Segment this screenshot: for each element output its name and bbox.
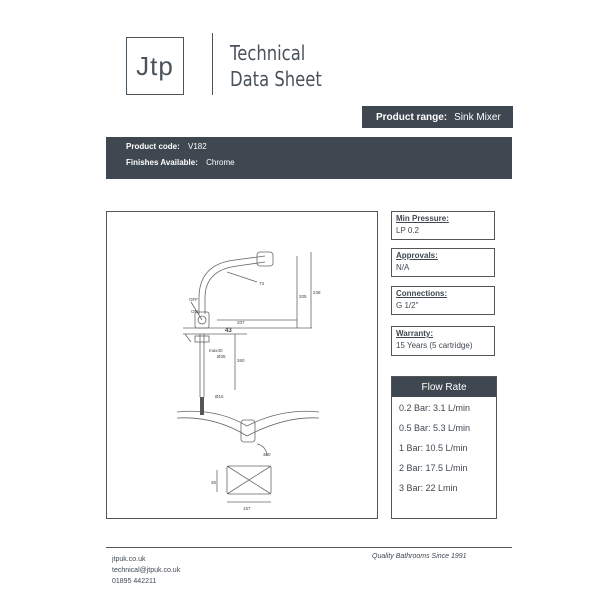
plan-arc-right — [247, 411, 319, 426]
footer-phone: 01895 442211 — [112, 578, 157, 585]
tap-drawing — [107, 212, 379, 520]
dim-on: ON — [191, 309, 198, 314]
product-code-label: Product code: — [126, 142, 180, 151]
dim-238: 238 — [313, 290, 321, 295]
title-line-1: Technical — [230, 41, 306, 65]
spec-approvals — [391, 248, 495, 277]
dim-43: 43 — [225, 328, 232, 334]
dim-207: 207 — [237, 320, 245, 325]
dim-35: 35 — [211, 480, 217, 485]
product-info-bar — [106, 137, 512, 179]
product-code-value: V182 — [188, 142, 207, 151]
dim-off: OFF — [189, 297, 198, 302]
flow-rate-box — [391, 376, 497, 519]
flow-rate-item: 1 Bar: 10.5 L/min — [399, 443, 468, 453]
technical-drawing — [106, 211, 378, 519]
dim-max40: max40 — [209, 348, 223, 353]
finishes-row — [126, 158, 235, 167]
logo-text: Jtp — [136, 50, 174, 81]
spec-min-pressure — [391, 211, 495, 240]
product-range-label: Product range: — [376, 111, 448, 123]
pipe — [200, 397, 204, 415]
footer-website[interactable]: jtpuk.co.uk — [112, 556, 146, 563]
spec-value: LP 0.2 — [396, 226, 419, 235]
spec-connections — [391, 286, 495, 315]
dim-360: 360 — [263, 452, 271, 457]
title-line-2: Data Sheet — [230, 67, 322, 91]
dim-d35: Ø35 — [217, 354, 226, 359]
flow-rate-item: 2 Bar: 17.5 L/min — [399, 463, 468, 473]
spec-value: N/A — [396, 263, 410, 272]
spout-outline — [199, 256, 265, 314]
flow-rate-title: Flow Rate — [392, 377, 496, 397]
spec-label: Approvals: — [396, 251, 438, 260]
spout-head — [257, 252, 273, 266]
plan-arc-left — [177, 411, 247, 426]
dim-260: 260 — [237, 358, 245, 363]
spec-value: 15 Years (5 cartridge) — [396, 341, 473, 350]
dim-157: 157 — [243, 506, 251, 511]
flow-rate-item: 0.2 Bar: 3.1 L/min — [399, 403, 471, 413]
spec-warranty — [391, 326, 495, 356]
flow-rate-item: 3 Bar: 22 Lmin — [399, 483, 458, 493]
spec-label: Min Pressure: — [396, 214, 449, 223]
finishes-value: Chrome — [206, 158, 235, 167]
page-title — [230, 40, 322, 92]
footer-divider — [106, 547, 512, 548]
divider — [212, 33, 213, 95]
dim-d15: Ø15 — [215, 394, 224, 399]
spec-label: Connections: — [396, 289, 448, 298]
product-range-bar — [362, 106, 513, 128]
dim-205: 205 — [299, 294, 307, 299]
spec-label: Warranty: — [396, 329, 434, 338]
spec-value: G 1/2" — [396, 301, 419, 310]
dim-73: 73 — [259, 281, 265, 286]
logo — [126, 37, 184, 95]
footer-tagline: Quality Bathrooms Since 1991 — [372, 553, 467, 560]
finishes-label: Finishes Available: — [126, 158, 198, 167]
footer-email[interactable]: technical@jtpuk.co.uk — [112, 567, 181, 574]
flow-rate-item: 0.5 Bar: 5.3 L/min — [399, 423, 471, 433]
product-code-row — [126, 142, 207, 151]
product-range-value: Sink Mixer — [454, 111, 501, 123]
